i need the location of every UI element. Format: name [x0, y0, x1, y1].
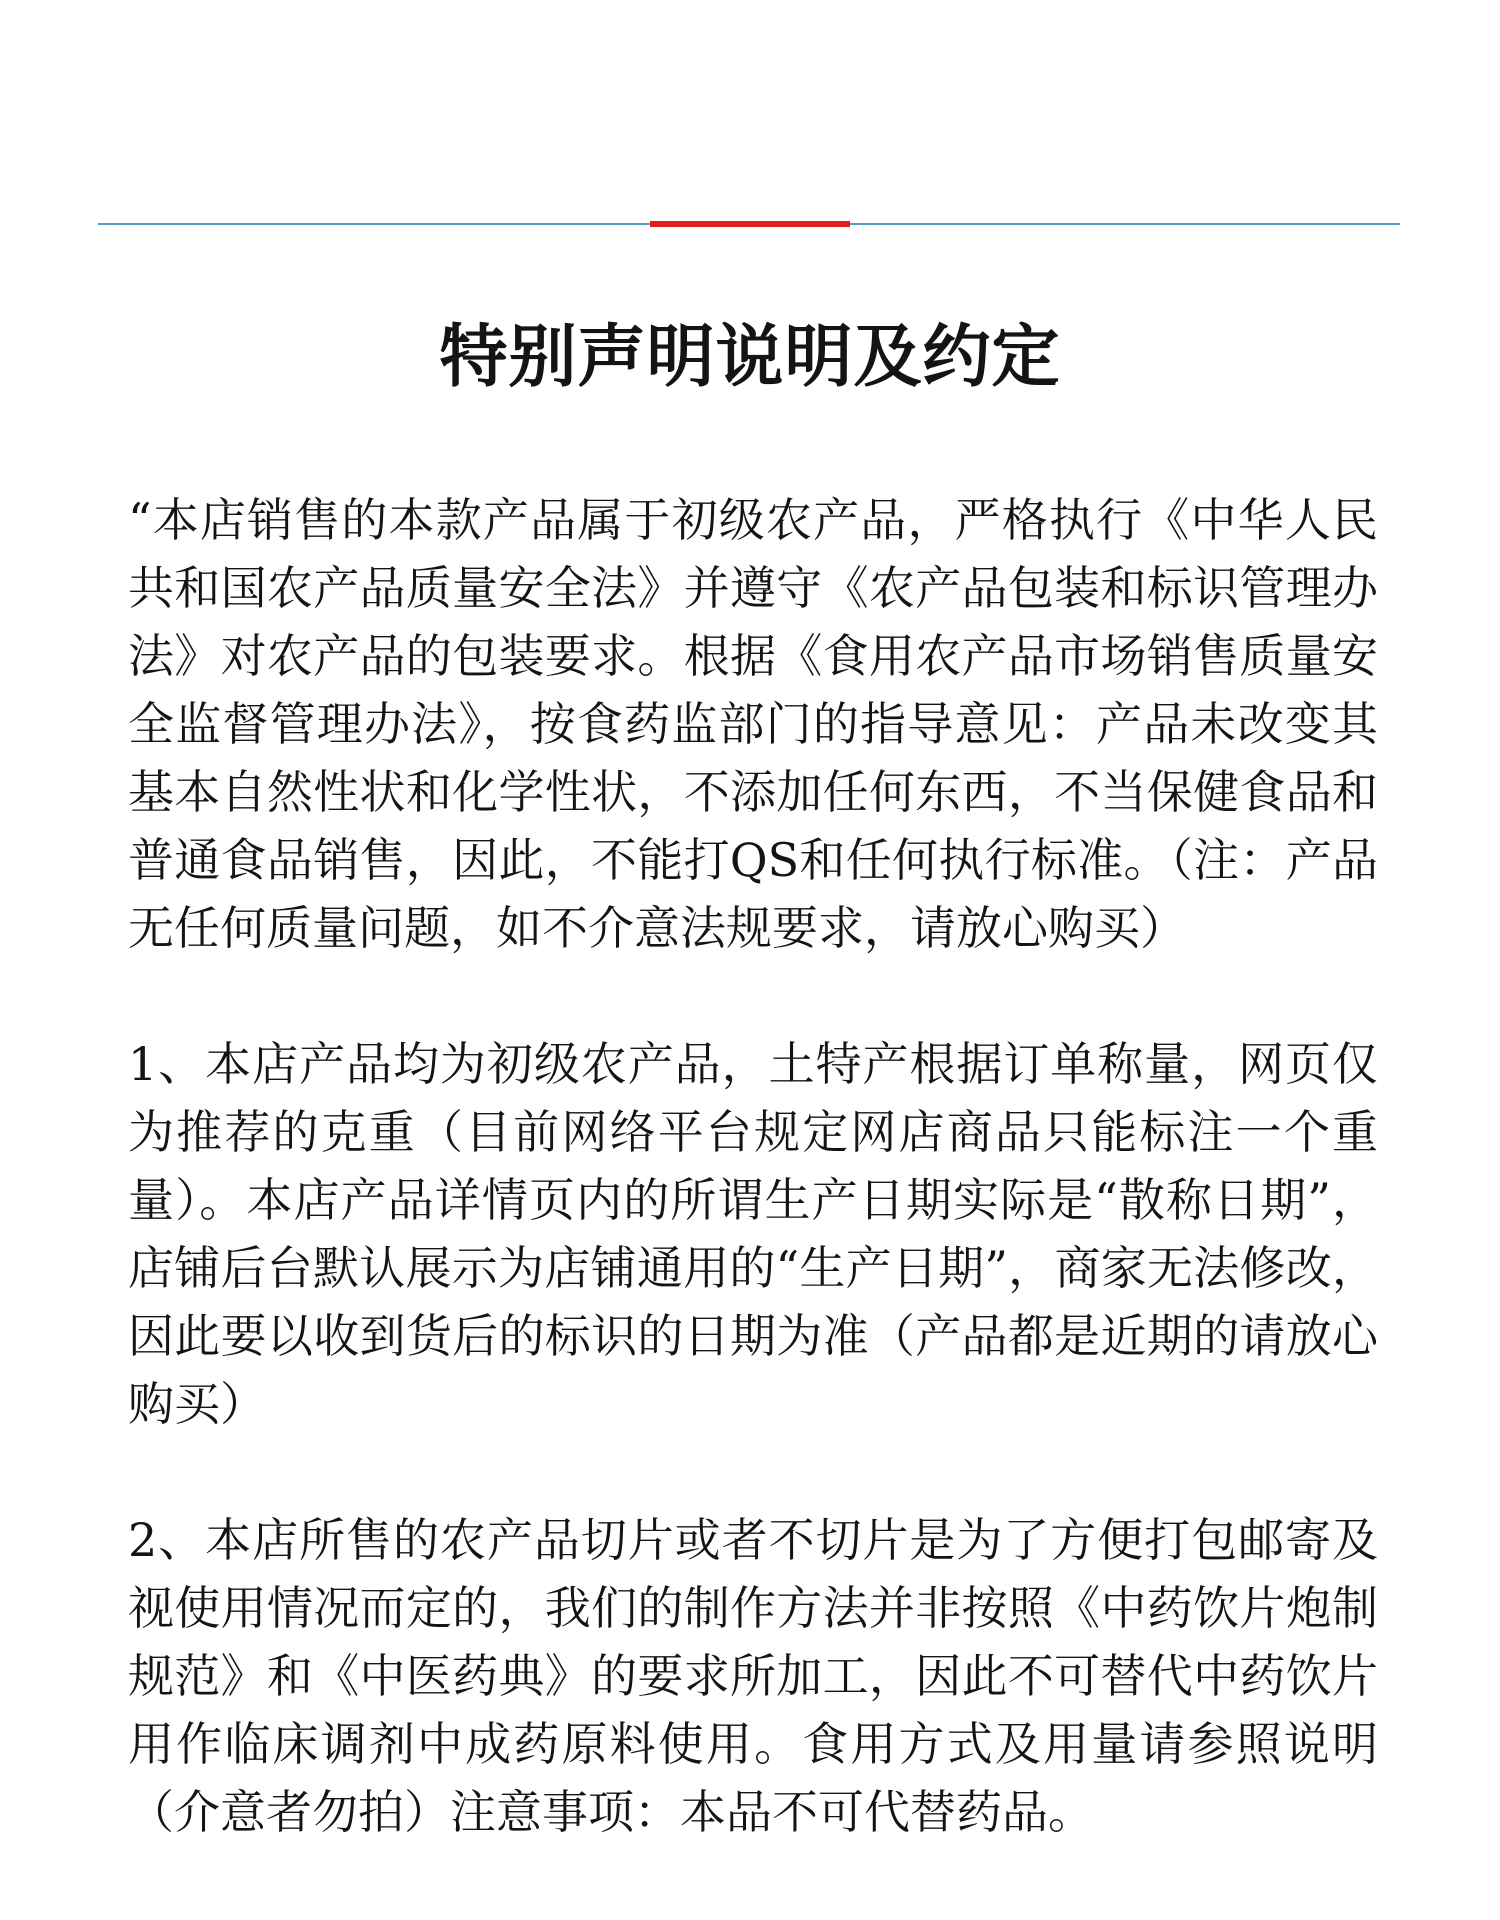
statement-intro-paragraph: “本店销售的本款产品属于初级农产品，严格执行《中华人民共和国农产品质量安全法》并遵守《农产品包装和标识管理办法》对农产品的包装要求。根据《食用农产品市场销售质量安全监督管理办法》，按食药监部门的指导意见：产品未改变其基本自然性状和化学性状，不添加任何东西，不当保健食品和普通食品销售，因此，不能打QS和任何执行标准。（注：产品无任何质量问题，如不介意法规要求，请放心购买） — [128, 493, 1378, 955]
statement-item-2: 2、本店所售的农产品切片或者不切片是为了方便打包邮寄及视使用情况而定的，我们的制作方法并非按照《中药饮片炮制规范》和《中医药典》的要求所加工，因此不可替代中药饮片用作临床调剂中成药原料使用。食用方式及用量请参照说明（介意者勿拍）注意事项：本品不可代替药品。 — [128, 1513, 1378, 1839]
page-title: 特别声明说明及约定 — [439, 317, 1061, 397]
statement-item-1: 1、本店产品均为初级农产品，土特产根据订单称量，网页仅为推荐的克重（目前网络平台规定网店商品只能标注一个重量）。本店产品详情页内的所谓生产日期实际是“散称日期”，店铺后台默认展示为店铺通用的“生产日期”，商家无法修改，因此要以收到货后的标识的日期为准（产品都是近期的请放心购买） — [128, 1037, 1378, 1431]
header-divider-accent — [650, 221, 850, 227]
statement-body — [128, 486, 1378, 1846]
